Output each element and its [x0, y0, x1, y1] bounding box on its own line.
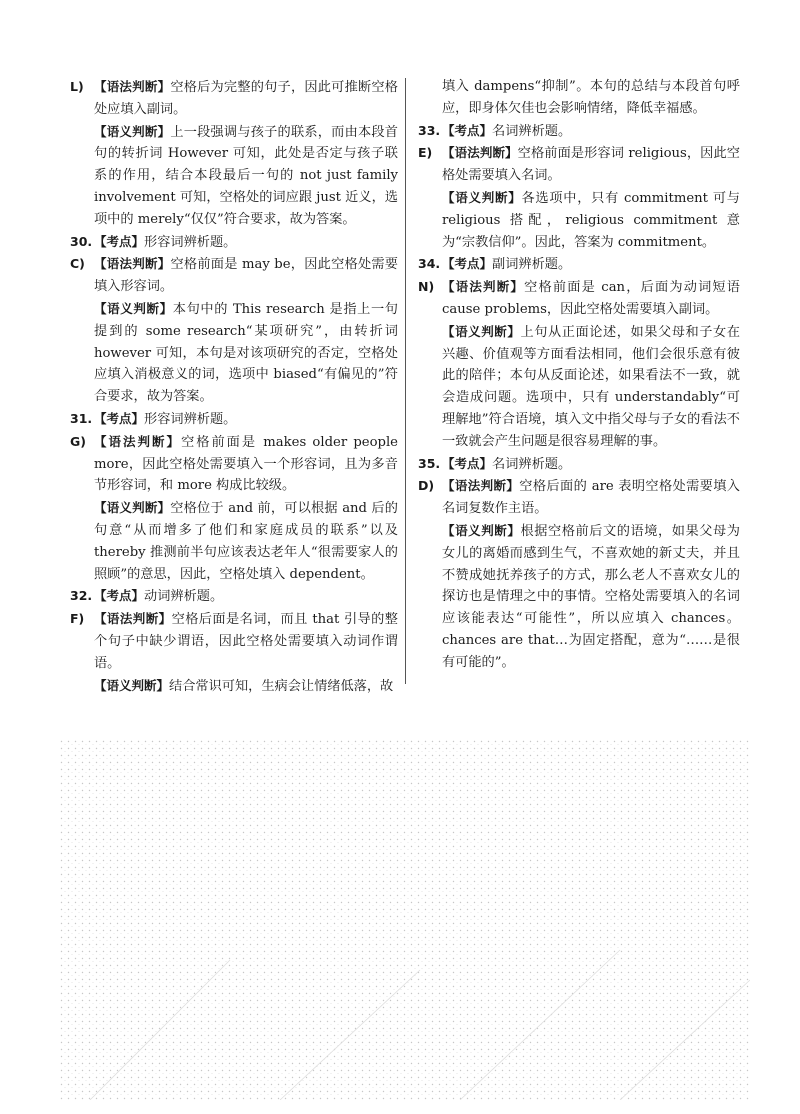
answer-item-C [70, 253, 398, 408]
item-label: 33. [418, 122, 441, 138]
item-label: 30. [70, 233, 93, 249]
column-divider [405, 78, 406, 684]
item-text: 各选项中，只有 commitment 可与 religious 搭配，religious commitment 意为“宗教信仰”。因此，答案为 commitment。 [442, 190, 740, 250]
item-label: E) [418, 145, 433, 161]
tag-semantic: 【语义判断】 [94, 500, 171, 516]
tag-grammar: 【语法判断】 [94, 79, 171, 94]
tag-grammar: 【语法判断】 [442, 478, 520, 494]
tag-semantic: 【语义判断】 [94, 300, 173, 316]
item-text: 空格后面的 are 表明空格处需要填入名词复数作主语。 [442, 479, 740, 517]
item-text: 结合常识可知，生病会让情绪低落，故 [169, 678, 394, 694]
item-text: 名词辨析题。 [492, 123, 572, 139]
item-text: 空格前面是形容词 religious，因此空格处需要填入名词。 [442, 146, 740, 184]
tag-point: 【考点】 [94, 410, 145, 426]
scan-noise-pattern [60, 740, 750, 1100]
tag-semantic: 【语义判断】 [94, 677, 170, 693]
question-34 [418, 253, 740, 276]
tag-grammar: 【语法判断】 [442, 279, 525, 295]
item-text: 本句中的 This research 是指上一句提到的 some research“某项研究”，由转折词 however 可知，本句是对该项研究的否定，空格处应填入消极意义的词，选项中 biased“有偏见的”符合要求，故为答案。 [94, 301, 398, 405]
left-column [70, 76, 398, 697]
tag-grammar: 【语法判断】 [94, 256, 171, 272]
tag-grammar: 【语法判断】 [94, 611, 172, 627]
item-text: 空格前面是 may be，因此空格处需要填入形容词。 [94, 257, 398, 295]
item-label: D) [418, 478, 435, 494]
item-label: 34. [418, 256, 441, 272]
item-text: 空格前面是 makes older people more，因此空格处需要填入一个形容词，且为多音节形容词，和 more 构成比较级。 [94, 434, 398, 494]
tag-grammar: 【语法判断】 [442, 145, 518, 161]
item-label: N) [418, 279, 435, 295]
item-label: C) [70, 256, 85, 272]
item-label: 35. [418, 455, 441, 471]
question-35 [418, 453, 740, 476]
item-text: 动词辨析题。 [144, 589, 224, 605]
item-text: 根据空格前后文的语境，如果父母为女儿的离婚而感到生气，不喜欢她的新丈夫，并且不赞成她抚养孩子的方式，那么老人不喜欢女儿的探访也是情理之中的事情。空格处需要填入的名词应该能表达“可能性”，所以应填入 chances。chances are that…为固定搭配，意为“……是很有可能的”。 [442, 523, 740, 670]
question-33 [418, 120, 740, 143]
answer-item-F [70, 608, 398, 697]
right-column [418, 76, 740, 674]
item-label: F) [70, 611, 85, 627]
item-label: G) [70, 433, 86, 449]
tag-semantic: 【语义判断】 [442, 522, 521, 538]
tag-point: 【考点】 [94, 233, 145, 249]
question-32 [70, 585, 398, 608]
item-text: 名词辨析题。 [492, 456, 572, 472]
tag-point: 【考点】 [94, 588, 145, 604]
tag-point: 【考点】 [442, 122, 493, 138]
tag-semantic: 【语义判断】 [442, 323, 521, 339]
tag-semantic: 【语义判断】 [94, 123, 171, 139]
item-text: 上一段强调与孩子的联系，而由本段首句的转折词 However 可知，此处是否定与孩子联系的作用，结合本段最后一句的 not just family involvement 可知，空格处的词应跟 just 近义，选项中的 merely“仅仅”符合要求，故为答案。 [94, 124, 398, 227]
item-text: 副词辨析题。 [492, 257, 572, 273]
question-31 [70, 408, 398, 431]
question-30 [70, 231, 398, 254]
answer-item-L [70, 76, 398, 231]
item-text: 上句从正面论述，如果父母和子女在兴趣、价值观等方面看法相同，他们会很乐意有彼此的陪伴；本句从反面论述，如果看法不一致，就会造成问题。选项中，只有 understandably“可理解地”符合语境，填入文中指父母与子女的看法不一致就会产生问题是很容易理解的事。 [442, 324, 740, 449]
continued-text: 填入 dampens“抑制”。本句的总结与本段首句呼应，即身体欠佳也会影响情绪，降低幸福感。 [442, 79, 740, 116]
answer-item-N [418, 276, 740, 452]
item-text: 空格后为完整的句子，因此可推断空格处应填入副词。 [94, 80, 398, 117]
item-label: 31. [70, 410, 93, 426]
item-text: 空格位于 and 前，可以根据 and 后的句意“从而增多了他们和家庭成员的联系”以及 thereby 推测前半句应该表达老年人“很需要家人的照顾”的意思，因此，空格处填入 dependent。 [94, 501, 398, 582]
tag-grammar: 【语法判断】 [94, 433, 182, 449]
item-text: 空格后面是名词，而且 that 引导的整个句子中缺少谓语，因此空格处需要填入动词作谓语。 [94, 612, 398, 671]
answer-item-D [418, 475, 740, 673]
answer-item-E [418, 142, 740, 253]
tag-point: 【考点】 [442, 455, 493, 471]
item-text: 形容词辨析题。 [144, 411, 237, 427]
item-label: 32. [70, 588, 93, 604]
answer-item-G [70, 431, 398, 586]
tag-point: 【考点】 [442, 256, 493, 272]
item-text: 形容词辨析题。 [144, 234, 237, 250]
item-text: 空格前面是 can，后面为动词短语 cause problems，因此空格处需要填入副词。 [442, 280, 740, 317]
item-label: L) [70, 79, 84, 94]
tag-semantic: 【语义判断】 [442, 189, 522, 205]
